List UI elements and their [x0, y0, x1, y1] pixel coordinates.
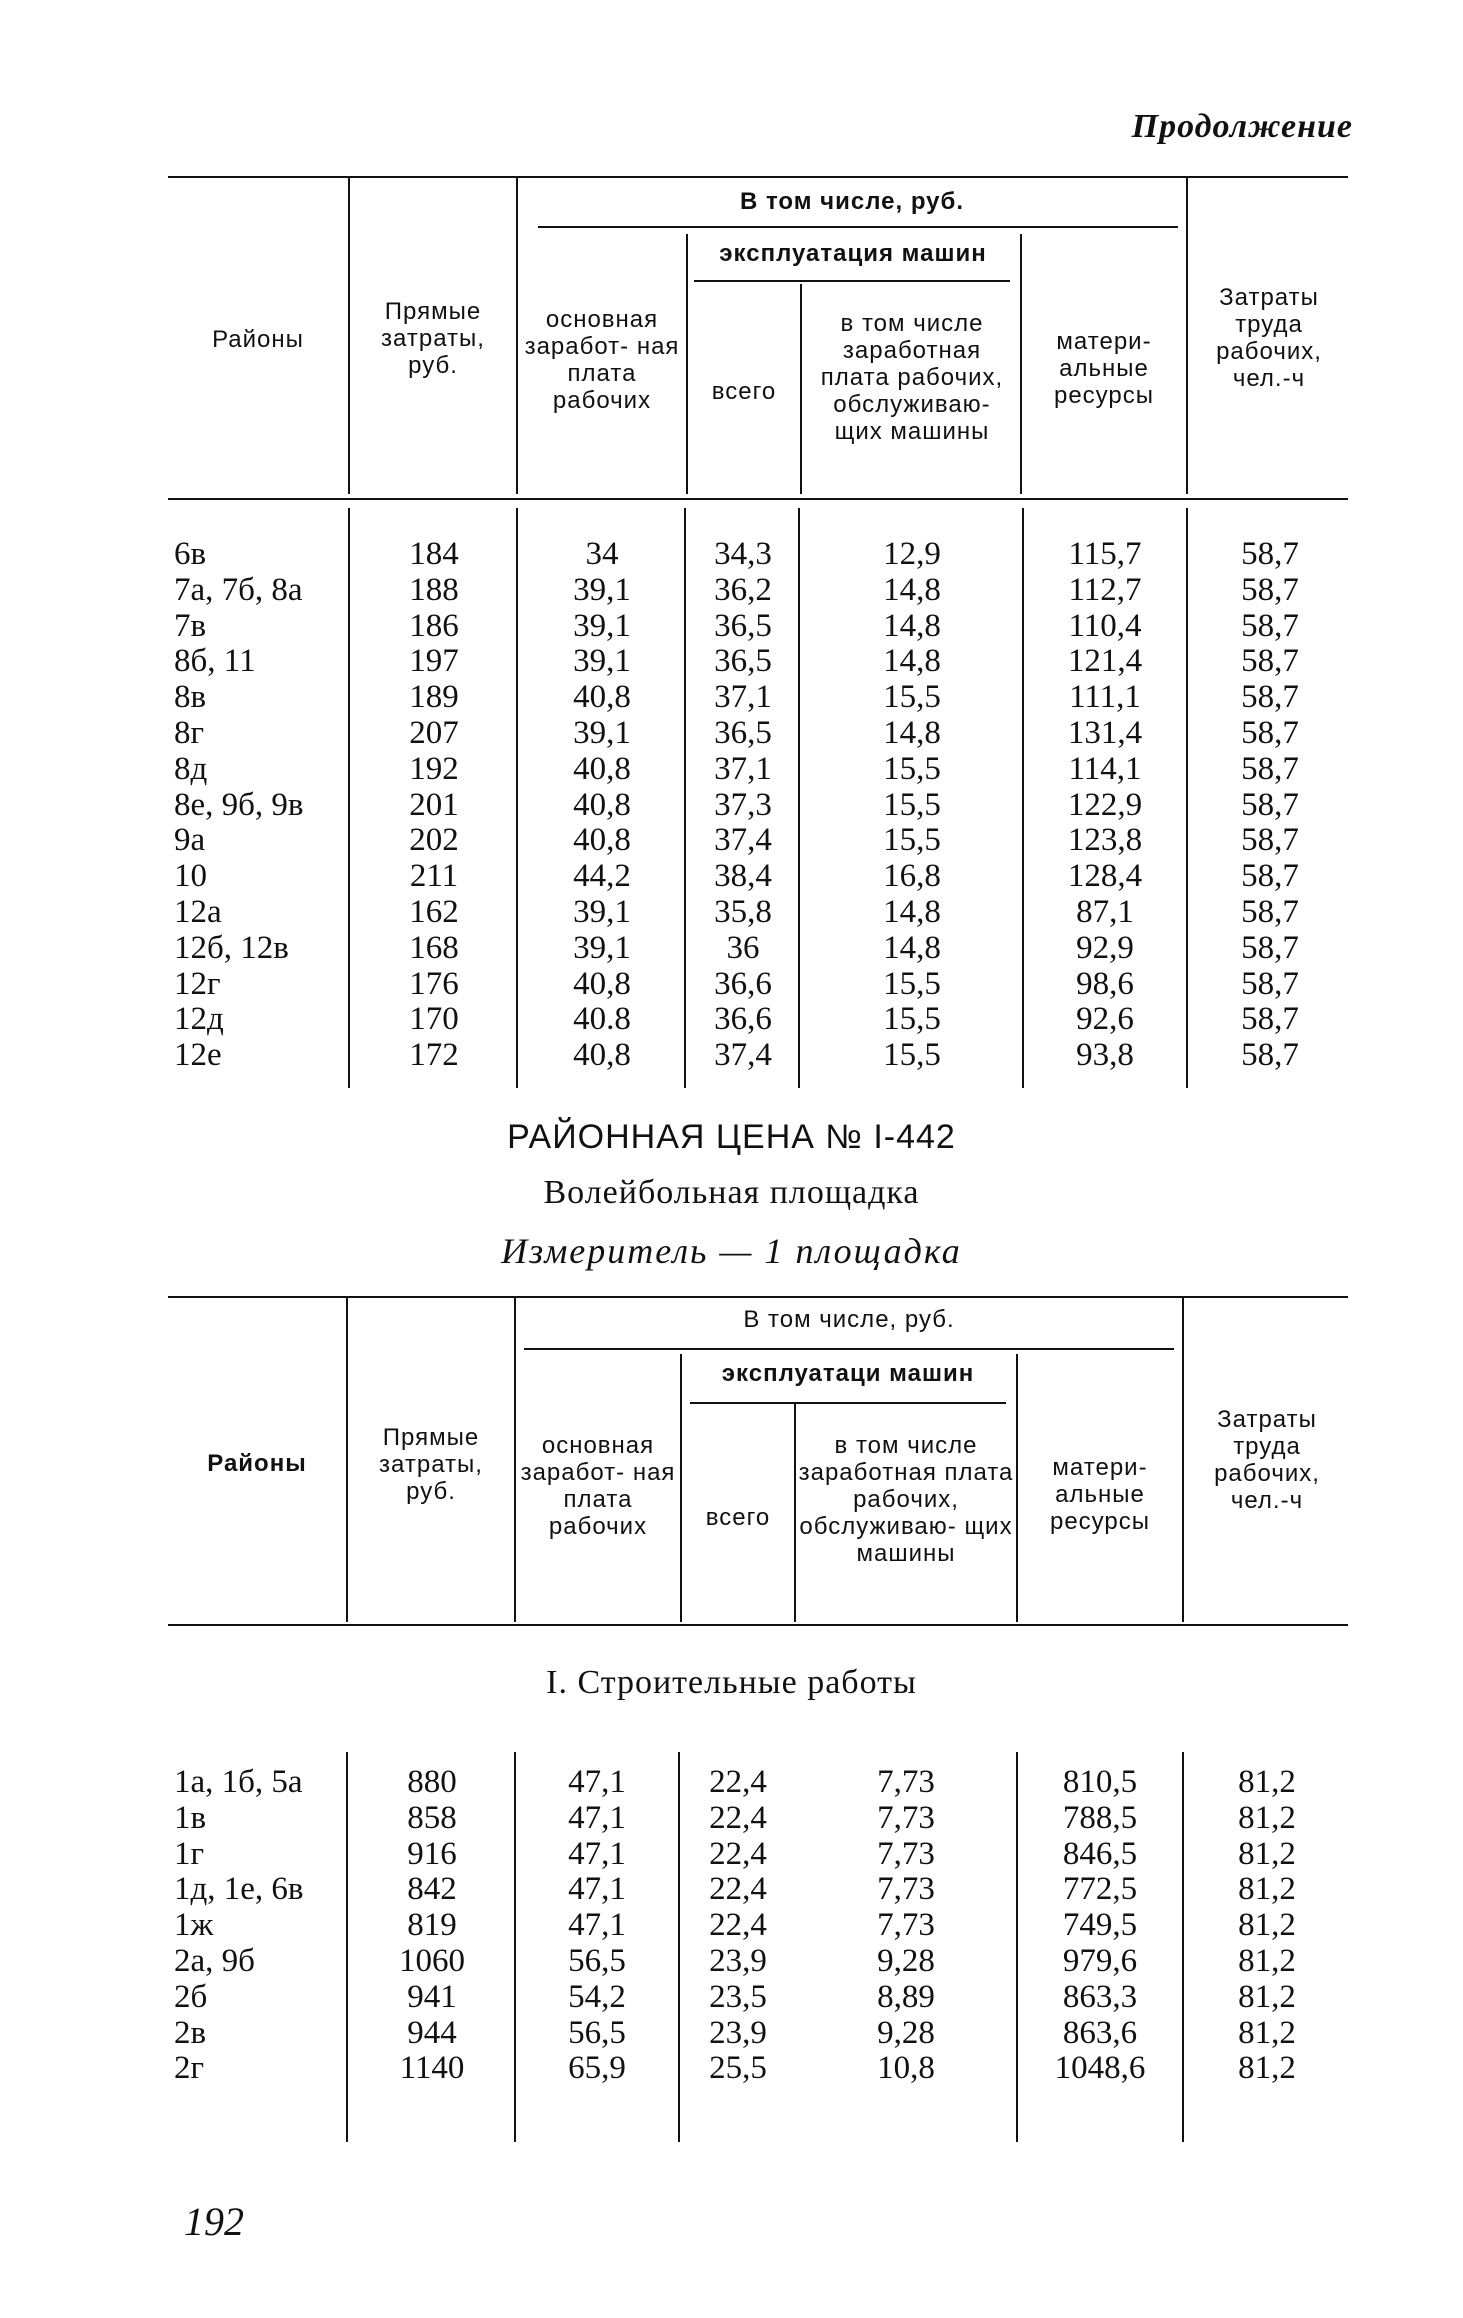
cell-labor: 81,2	[1238, 2050, 1296, 2087]
cell-direct: 186	[409, 607, 459, 644]
cell-total: 37,1	[714, 750, 772, 787]
cell-total: 22,4	[709, 1907, 767, 1944]
cell-mwage: 14,8	[883, 894, 941, 930]
cell-region: 8е, 9б, 9в	[174, 786, 304, 823]
cell-region: 7в	[174, 607, 207, 644]
cell-direct: 202	[409, 822, 459, 859]
cell-mwage: 14,8	[883, 643, 941, 680]
cell-direct: 197	[409, 643, 459, 680]
cell-mwage: 14,8	[883, 571, 941, 608]
table-row	[168, 930, 1348, 966]
cell-direct: 192	[409, 750, 459, 787]
cell-mwage: 12,9	[883, 536, 941, 572]
cell-total: 34,3	[714, 536, 772, 572]
table-row	[168, 608, 1348, 644]
cell-total: 35,8	[714, 894, 772, 930]
cell-total: 38,4	[714, 858, 772, 895]
cell-direct: 944	[407, 2014, 457, 2051]
header-regions: Районы	[212, 326, 304, 353]
header-machines-total: всего	[705, 1504, 771, 1531]
header-bottom-rule	[168, 1624, 1348, 1626]
cell-mwage: 15,5	[883, 822, 941, 859]
table-row	[168, 1001, 1348, 1037]
cell-region: 7а, 7б, 8а	[174, 571, 303, 608]
cell-mwage: 8,89	[877, 1978, 935, 2015]
cell-materials: 111,1	[1069, 679, 1141, 716]
header-machines-total: всего	[711, 378, 777, 405]
cell-materials: 846,5	[1062, 1835, 1138, 1872]
table-row	[168, 1836, 1348, 1872]
header-machine-wage: в том числе заработная плата рабочих, обслуживаю- щих машины	[820, 310, 1004, 445]
cell-direct: 188	[409, 571, 459, 608]
cell-region: 12а	[174, 894, 222, 930]
cell-labor: 58,7	[1241, 822, 1299, 859]
cell-mwage: 15,5	[883, 1037, 941, 1074]
cell-materials: 863,6	[1062, 2014, 1138, 2051]
cell-labor: 58,7	[1241, 1037, 1299, 1074]
cell-wage: 47,1	[568, 1907, 626, 1944]
cell-mwage: 15,5	[883, 786, 941, 823]
col-divider	[516, 176, 518, 494]
header-machine-operation: эксплуатация машин	[719, 240, 987, 267]
cell-materials: 87,1	[1076, 894, 1134, 930]
cell-wage: 47,1	[568, 1799, 626, 1836]
cell-direct: 842	[407, 1871, 457, 1908]
cell-wage: 65,9	[568, 2050, 626, 2087]
cell-materials: 131,4	[1067, 715, 1143, 751]
cell-materials: 128,4	[1067, 858, 1143, 895]
cell-region: 2а, 9б	[174, 1943, 255, 1979]
cell-labor: 81,2	[1238, 1835, 1296, 1872]
price-title: РАЙОННАЯ ЦЕНА № I-442	[507, 1118, 956, 1156]
col-divider	[1016, 1354, 1018, 1622]
table-row	[168, 1764, 1348, 1800]
cell-labor: 58,7	[1241, 715, 1299, 751]
col-divider	[680, 1354, 682, 1622]
volleyball-cost-table	[168, 1296, 1348, 2156]
cell-total: 36,5	[714, 715, 772, 751]
col-divider	[346, 1296, 348, 1622]
cell-wage: 39,1	[573, 571, 631, 608]
cell-region: 2б	[174, 1978, 208, 2015]
table-row	[168, 643, 1348, 679]
cell-mwage: 14,8	[883, 929, 941, 966]
table-row	[168, 2050, 1348, 2086]
table-row	[168, 787, 1348, 823]
cell-materials: 863,3	[1062, 1978, 1138, 2015]
cell-region: 8г	[174, 715, 205, 751]
section-title: I. Строительные работы	[546, 1664, 917, 1701]
cell-materials: 112,7	[1068, 571, 1142, 608]
cell-materials: 1048,6	[1054, 2050, 1146, 2087]
cell-mwage: 10,8	[877, 2050, 935, 2087]
cell-wage: 40,8	[573, 965, 631, 1002]
cell-total: 25,5	[709, 2050, 767, 2087]
cell-wage: 40,8	[573, 750, 631, 787]
cell-region: 6в	[174, 536, 207, 572]
cell-labor: 81,2	[1238, 1871, 1296, 1908]
cell-region: 10	[174, 858, 207, 895]
cell-direct: 176	[409, 965, 459, 1002]
col-divider	[1020, 234, 1022, 494]
table-row	[168, 751, 1348, 787]
cell-materials: 121,4	[1067, 643, 1143, 680]
cell-materials: 110,4	[1068, 607, 1142, 644]
header-regions: Районы	[207, 1450, 307, 1477]
cell-wage: 56,5	[568, 2014, 626, 2051]
cell-labor: 81,2	[1238, 1907, 1296, 1944]
object-title: Волейбольная площадка	[543, 1174, 920, 1211]
unit-title: Измеритель — 1 площадка	[501, 1231, 962, 1271]
cell-direct: 201	[409, 786, 459, 823]
cell-direct: 207	[409, 715, 459, 751]
cell-labor: 58,7	[1241, 786, 1299, 823]
cell-region: 1д, 1е, 6в	[174, 1871, 304, 1908]
cell-mwage: 15,5	[883, 1001, 941, 1038]
cell-labor: 58,7	[1241, 965, 1299, 1002]
cell-direct: 941	[407, 1978, 457, 2015]
cell-labor: 58,7	[1241, 679, 1299, 716]
cell-region: 1г	[174, 1835, 205, 1872]
cell-region: 9а	[174, 822, 206, 859]
cell-wage: 47,1	[568, 1764, 626, 1800]
cell-region: 8в	[174, 679, 207, 716]
cell-materials: 749,5	[1062, 1907, 1138, 1944]
cell-mwage: 7,73	[877, 1871, 935, 1908]
cell-labor: 81,2	[1238, 2014, 1296, 2051]
cell-mwage: 15,5	[883, 679, 941, 716]
cell-materials: 93,8	[1076, 1037, 1134, 1074]
cell-direct: 168	[409, 929, 459, 966]
table-row	[168, 1907, 1348, 1943]
cell-wage: 40,8	[573, 679, 631, 716]
cell-region: 8б, 11	[174, 643, 256, 680]
cell-wage: 40.8	[573, 1001, 631, 1038]
cell-direct: 880	[407, 1764, 457, 1800]
header-bottom-rule	[168, 498, 1348, 500]
cell-materials: 123,8	[1067, 822, 1143, 859]
cell-labor: 81,2	[1238, 1799, 1296, 1836]
col-divider	[348, 176, 350, 494]
cell-materials: 115,7	[1068, 536, 1142, 572]
cell-region: 12е	[174, 1037, 222, 1074]
page-number: 192	[184, 2199, 244, 2244]
table-row	[168, 822, 1348, 858]
cell-total: 36,6	[714, 1001, 772, 1038]
cell-labor: 58,7	[1241, 929, 1299, 966]
cell-wage: 40,8	[573, 786, 631, 823]
cell-wage: 39,1	[573, 894, 631, 930]
cell-wage: 39,1	[573, 607, 631, 644]
cell-region: 8д	[174, 750, 208, 787]
cell-region: 12б, 12в	[174, 929, 289, 966]
cell-wage: 39,1	[573, 929, 631, 966]
table-row	[168, 2015, 1348, 2051]
cell-mwage: 9,28	[877, 1943, 935, 1979]
cell-total: 22,4	[709, 1764, 767, 1800]
cell-materials: 92,9	[1076, 929, 1134, 966]
cell-labor: 58,7	[1241, 536, 1299, 572]
cell-materials: 92,6	[1076, 1001, 1134, 1038]
table-row	[168, 1871, 1348, 1907]
cell-wage: 39,1	[573, 643, 631, 680]
header-base-wage: основная заработ- ная плата рабочих	[520, 1432, 676, 1540]
cell-wage: 47,1	[568, 1835, 626, 1872]
cell-labor: 81,2	[1238, 1978, 1296, 2015]
cell-wage: 39,1	[573, 715, 631, 751]
table-top-rule	[168, 1296, 1348, 1298]
header-labor: Затраты труда рабочих, чел.-ч	[1214, 1406, 1320, 1514]
cell-direct: 172	[409, 1037, 459, 1074]
cell-wage: 54,2	[568, 1978, 626, 2015]
cell-mwage: 9,28	[877, 2014, 935, 2051]
cell-materials: 979,6	[1062, 1943, 1138, 1979]
table-row	[168, 536, 1348, 572]
table-row	[168, 1979, 1348, 2015]
cell-region: 1ж	[174, 1907, 214, 1944]
cell-materials: 810,5	[1062, 1764, 1138, 1800]
header-including: В том числе, руб.	[743, 1306, 955, 1333]
col-divider	[1182, 1296, 1184, 1622]
table-row	[168, 894, 1348, 930]
subheader-rule	[694, 280, 1010, 282]
cell-wage: 34	[585, 536, 619, 572]
table-row	[168, 1800, 1348, 1836]
cell-total: 23,5	[709, 1978, 767, 2015]
cell-total: 37,1	[714, 679, 772, 716]
table-row	[168, 715, 1348, 751]
table-row	[168, 1943, 1348, 1979]
cell-mwage: 7,73	[877, 1764, 935, 1800]
cell-mwage: 15,5	[883, 750, 941, 787]
cell-labor: 58,7	[1241, 858, 1299, 895]
cell-labor: 58,7	[1241, 1001, 1299, 1038]
table-row	[168, 572, 1348, 608]
cell-direct: 211	[409, 858, 459, 895]
cell-mwage: 14,8	[883, 715, 941, 751]
cell-mwage: 7,73	[877, 1799, 935, 1836]
cell-materials: 122,9	[1067, 786, 1143, 823]
header-direct-costs: Прямые затраты, руб.	[379, 1424, 483, 1505]
col-divider	[1186, 176, 1188, 494]
cell-total: 23,9	[709, 1943, 767, 1979]
header-materials: матери- альные ресурсы	[1049, 1454, 1151, 1535]
cell-total: 36,2	[714, 571, 772, 608]
cell-direct: 819	[407, 1907, 457, 1944]
cell-materials: 114,1	[1068, 750, 1142, 787]
cell-total: 36	[726, 929, 760, 966]
cell-direct: 170	[409, 1001, 459, 1038]
col-divider	[800, 284, 802, 494]
cell-labor: 58,7	[1241, 571, 1299, 608]
header-labor: Затраты труда рабочих, чел.-ч	[1216, 284, 1322, 392]
cell-mwage: 7,73	[877, 1907, 935, 1944]
header-materials: матери- альные ресурсы	[1053, 328, 1155, 409]
cell-total: 23,9	[709, 2014, 767, 2051]
cell-total: 36,6	[714, 965, 772, 1002]
table-row	[168, 679, 1348, 715]
header-direct-costs: Прямые затраты, руб.	[381, 298, 485, 379]
cell-wage: 56,5	[568, 1943, 626, 1979]
cost-table-continued	[168, 176, 1348, 1096]
cell-mwage: 7,73	[877, 1835, 935, 1872]
cell-total: 22,4	[709, 1799, 767, 1836]
subheader-rule	[690, 1402, 1006, 1404]
cell-wage: 44,2	[573, 858, 631, 895]
cell-total: 36,5	[714, 643, 772, 680]
table-row	[168, 966, 1348, 1002]
subheader-rule	[524, 1348, 1174, 1350]
cell-total: 22,4	[709, 1835, 767, 1872]
cell-mwage: 16,8	[883, 858, 941, 895]
cell-total: 36,5	[714, 607, 772, 644]
header-including: В том числе, руб.	[739, 188, 965, 215]
cell-region: 1в	[174, 1799, 207, 1836]
table-top-rule	[168, 176, 1348, 178]
cell-labor: 81,2	[1238, 1764, 1296, 1800]
cell-direct: 162	[409, 894, 459, 930]
cell-direct: 916	[407, 1835, 457, 1872]
table-row	[168, 1037, 1348, 1073]
cell-region: 2в	[174, 2014, 207, 2051]
header-machine-wage: в том числе заработная плата рабочих, обслуживаю- щих машины	[798, 1432, 1014, 1567]
cell-direct: 184	[409, 536, 459, 572]
cell-labor: 58,7	[1241, 750, 1299, 787]
cell-materials: 772,5	[1062, 1871, 1138, 1908]
cell-region: 2г	[174, 2050, 205, 2087]
col-divider	[686, 234, 688, 494]
cell-total: 37,4	[714, 1037, 772, 1074]
cell-materials: 98,6	[1076, 965, 1134, 1002]
cell-wage: 40,8	[573, 1037, 631, 1074]
cell-labor: 58,7	[1241, 894, 1299, 930]
cell-region: 12г	[174, 965, 221, 1002]
continuation-label: Продолжение	[1131, 108, 1353, 145]
cell-total: 37,3	[714, 786, 772, 823]
cell-mwage: 15,5	[883, 965, 941, 1002]
cell-materials: 788,5	[1062, 1799, 1138, 1836]
cell-region: 12д	[174, 1001, 224, 1038]
header-machine-operation: эксплуатаци машин	[721, 1360, 975, 1387]
cell-labor: 81,2	[1238, 1943, 1296, 1979]
cell-mwage: 14,8	[883, 607, 941, 644]
col-divider	[794, 1404, 796, 1622]
subheader-rule	[538, 226, 1178, 228]
table-row	[168, 858, 1348, 894]
cell-wage: 47,1	[568, 1871, 626, 1908]
cell-region: 1а, 1б, 5а	[174, 1764, 303, 1800]
cell-direct: 1060	[399, 1943, 465, 1979]
cell-wage: 40,8	[573, 822, 631, 859]
cell-direct: 1140	[399, 2050, 465, 2087]
cell-direct: 858	[407, 1799, 457, 1836]
cell-labor: 58,7	[1241, 607, 1299, 644]
cell-total: 37,4	[714, 822, 772, 859]
cell-labor: 58,7	[1241, 643, 1299, 680]
cell-total: 22,4	[709, 1871, 767, 1908]
header-base-wage: основная заработ- ная плата рабочих	[524, 306, 680, 414]
cell-direct: 189	[409, 679, 459, 716]
